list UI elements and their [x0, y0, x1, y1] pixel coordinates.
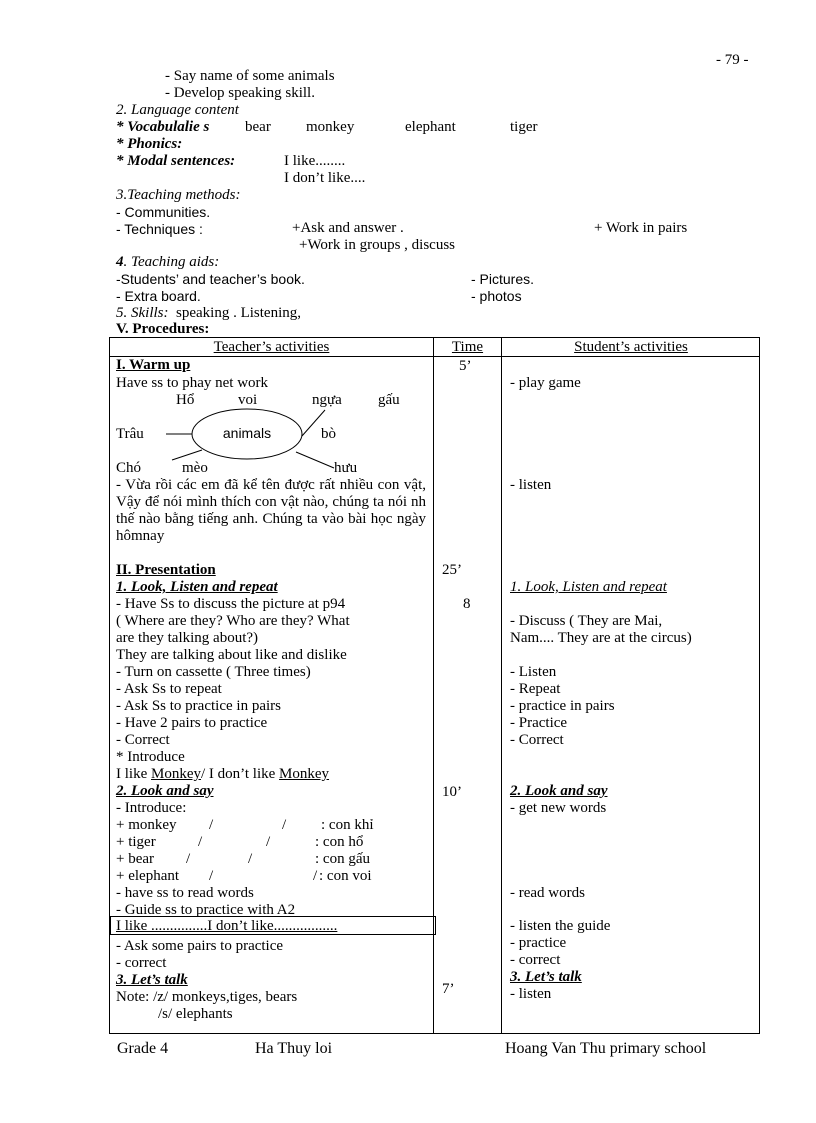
teacher-line-9: - Correct — [116, 732, 170, 748]
teacher-line-2: ( Where are they? Who are they? What — [116, 613, 350, 629]
word-elephant-slash-1: / — [209, 868, 214, 884]
word-elephant: + elephant — [116, 868, 180, 884]
look-listen-repeat-time: 8 — [463, 596, 471, 612]
modal-line-1: I like........ — [284, 153, 346, 169]
student-lets-talk-title: 3. Let’s talk — [510, 969, 582, 985]
warmup-student: - play game — [510, 375, 581, 391]
vocabulary-label: * Vocabulalie s — [116, 119, 210, 135]
teacher-line-3: are they talking about?) — [116, 630, 259, 646]
table-col-divider-2 — [501, 338, 502, 1033]
warmup-vietnamese-paragraph: - Vừa rồi các em đã kể tên được rất nhiều con vật, Vậy để nói mình thích con vật nào, chúng ta nói nh thế nào bằng tiếng anh. Chúng ta vào bài học ngày hômnay — [116, 477, 426, 544]
language-content-heading: 2. Language content — [116, 102, 239, 118]
example-word-1: Monkey — [151, 766, 201, 782]
look-and-say-time: 10’ — [442, 784, 462, 800]
student-read-words: - read words — [510, 885, 585, 901]
note-line-1: Note: /z/ monkeys,tiges, bears — [116, 989, 298, 1005]
header-time: Time — [451, 339, 484, 355]
student-look-listen-repeat-title: 1. Look, Listen and repeat — [510, 579, 667, 595]
network-word-gau: gấu — [378, 392, 400, 408]
network-word-trau: Trâu — [116, 426, 144, 442]
student-discuss-2: Nam.... They are at the circus) — [510, 630, 692, 646]
warmup-title: I. Warm up — [116, 357, 191, 373]
word-bear-slash-2: / — [248, 851, 253, 867]
lets-talk-title: 3. Let’s talk — [116, 972, 188, 988]
word-bear-slash-1: / — [186, 851, 191, 867]
introduce-line: - Introduce: — [116, 800, 187, 816]
network-link-huou — [296, 452, 334, 468]
word-monkey-meaning: : con khỉ — [321, 817, 374, 833]
network-word-cho: Chó — [116, 460, 142, 476]
look-listen-repeat-title: 1. Look, Listen and repeat — [116, 579, 278, 595]
student-get-new-words: - get new words — [510, 800, 607, 816]
procedures-heading: V. Procedures: — [116, 321, 210, 337]
word-monkey: + monkey — [116, 817, 177, 833]
techniques-label: - Techniques : — [116, 221, 203, 237]
word-tiger: + tiger — [116, 834, 156, 850]
presentation-title: II. Presentation — [116, 562, 216, 578]
teacher-line-1: - Have Ss to discuss the picture at p94 — [116, 596, 346, 612]
note-line-2: /s/ elephants — [158, 1006, 233, 1022]
student-listen-guide: - listen the guide — [510, 918, 611, 934]
presentation-time: 25’ — [442, 562, 462, 578]
teacher-line-4: They are talking about like and dislike — [116, 647, 347, 663]
practice-pattern-text: I like ...............I don’t like................. — [116, 918, 338, 934]
student-practice-2: - practice — [510, 935, 567, 951]
student-practice: - Practice — [510, 715, 568, 731]
vocab-word-monkey: monkey — [306, 119, 355, 135]
objective-2: - Develop speaking skill. — [165, 85, 315, 101]
student-discuss-1: - Discuss ( They are Mai, — [510, 613, 663, 629]
table-header-divider — [110, 356, 759, 357]
teacher-line-8: - Have 2 pairs to practice — [116, 715, 268, 731]
technique-work-pairs: + Work in pairs — [594, 220, 688, 236]
vocab-word-tiger: tiger — [510, 119, 538, 135]
footer-school: Hoang Van Thu primary school — [505, 1040, 707, 1057]
network-word-huou: hưu — [334, 460, 358, 476]
technique-work-groups: +Work in groups , discuss — [299, 237, 455, 253]
modal-line-2: I don’t like.... — [284, 170, 366, 186]
example-part-2: / I don’t like — [201, 766, 280, 782]
example-sentence — [116, 766, 329, 783]
page-number: - 79 - — [716, 52, 749, 68]
aid-photos: - photos — [471, 288, 522, 304]
teacher-line-10: * Introduce — [116, 749, 185, 765]
read-words-line: - have ss to read words — [116, 885, 254, 901]
modal-sentences-label: * Modal sentences: — [116, 153, 236, 169]
teaching-aids-number: 4 — [116, 254, 124, 270]
student-correct: - Correct — [510, 732, 564, 748]
word-monkey-slash-1: / — [209, 817, 214, 833]
teaching-methods-heading: 3.Teaching methods: — [116, 187, 241, 203]
network-word-bo: bò — [321, 426, 336, 442]
skills-line — [116, 305, 301, 322]
example-word-2: Monkey — [279, 766, 330, 782]
network-word-ho: Hổ — [176, 392, 195, 408]
network-link-ngua — [302, 410, 325, 436]
word-monkey-slash-2: / — [282, 817, 287, 833]
ask-pairs-line: - Ask some pairs to practice — [116, 938, 284, 954]
word-bear-meaning: : con gấu — [315, 851, 370, 867]
network-word-meo: mèo — [182, 460, 208, 476]
lesson-table — [109, 337, 760, 1034]
warmup-time: 5’ — [459, 358, 472, 374]
aid-pictures: - Pictures. — [471, 271, 535, 287]
phonics-label: * Phonics: — [116, 136, 183, 152]
word-tiger-meaning: : con hổ — [315, 834, 364, 850]
correct-line: - correct — [116, 955, 167, 971]
word-tiger-slash-1: / — [198, 834, 203, 850]
aid-extra-board: - Extra board. — [116, 288, 201, 304]
footer-grade: Grade 4 — [117, 1040, 169, 1057]
word-elephant-slash-2: / — [313, 868, 318, 884]
network-word-voi: voi — [238, 392, 258, 408]
aid-books: -Students’ and teacher’s book. — [116, 271, 305, 287]
word-bear: + bear — [116, 851, 155, 867]
warmup-student-listen: - listen — [510, 477, 552, 493]
warmup-line: Have ss to phay net work — [116, 375, 269, 391]
network-link-cho — [172, 450, 202, 460]
word-tiger-slash-2: / — [266, 834, 271, 850]
communities-item: - Communities. — [116, 204, 211, 220]
word-elephant-meaning: : con voi — [319, 868, 372, 884]
lets-talk-time: 7’ — [442, 981, 455, 997]
objective-1: - Say name of some animals — [165, 68, 335, 84]
vocab-word-elephant: elephant — [405, 119, 456, 135]
teacher-line-6: - Ask Ss to repeat — [116, 681, 222, 697]
student-repeat: - Repeat — [510, 681, 561, 697]
teacher-line-5: - Turn on cassette ( Three times) — [116, 664, 311, 680]
teaching-aids-text: . Teaching aids: — [123, 254, 220, 270]
student-look-and-say-title: 2. Look and say — [510, 783, 608, 799]
network-center-label: animals — [222, 425, 272, 441]
skills-label: 5. Skills: — [116, 305, 169, 321]
header-student-activities: Student’s activities — [574, 339, 688, 355]
example-part-1: I like — [116, 766, 151, 782]
teacher-line-7: - Ask Ss to practice in pairs — [116, 698, 281, 714]
vocab-word-bear: bear — [245, 119, 271, 135]
footer-teacher: Ha Thuy loi — [255, 1040, 333, 1057]
look-and-say-title: 2. Look and say — [116, 783, 214, 799]
student-listen: - Listen — [510, 664, 557, 680]
guide-line: - Guide ss to practice with A2 — [116, 902, 296, 918]
teaching-aids-heading — [116, 254, 219, 271]
network-word-ngua: ngựa — [312, 392, 342, 408]
student-correct-2: - correct — [510, 952, 561, 968]
header-teacher-activities: Teacher’s activities — [213, 339, 330, 355]
student-listen-2: - listen — [510, 986, 552, 1002]
skills-text: speaking . Listening, — [176, 305, 301, 321]
student-practice-pairs: - practice in pairs — [510, 698, 615, 714]
technique-ask-answer: +Ask and answer . — [292, 220, 404, 236]
